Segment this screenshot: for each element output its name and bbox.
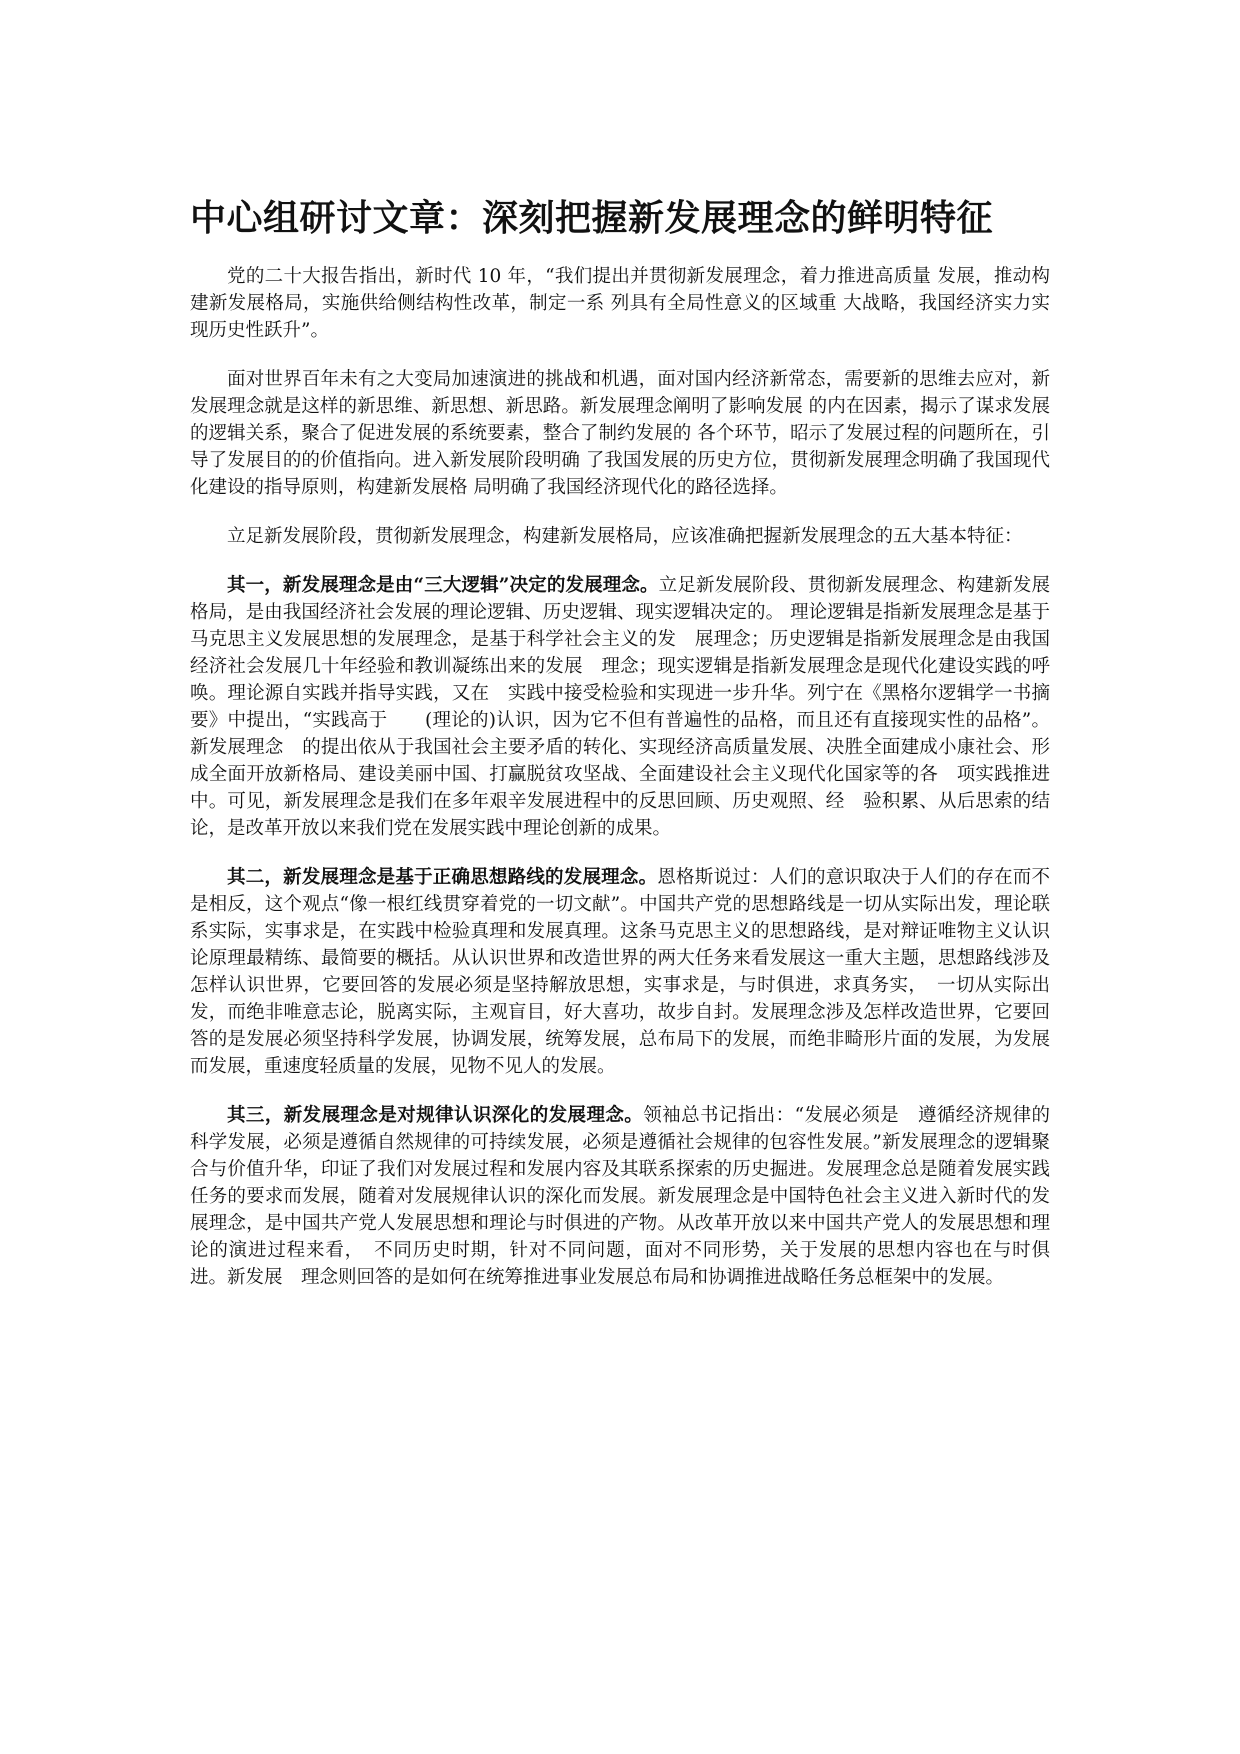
- paragraph-1: [190, 263, 1050, 344]
- paragraph-6: [190, 1102, 1050, 1291]
- paragraph-3: [190, 523, 1050, 550]
- paragraph-text: 面对世界百年未有之大变局加速演进的挑战和机遇，面对国内经济新常态，需要新的思维去应对，新发展理念就是这样的新思维、新思想、新思路。新发展理念阐明了影响发展 的内在因素，揭示了谋求发展的逻辑关系，聚合了促进发展的系统要素，整合了制约发展的 各个环节，昭示了发展过程的问题所在，引导了发展目的的价值指向。进入新发展阶段明确 了我国发展的历史方位，贯彻新发展理念明确了我国现代化建设的指导原则，构建新发展格 局明确了我国经济现代化的路径选择。: [190, 369, 1050, 498]
- paragraph-text: 恩格斯说过：人们的意识取决于人们的存在而不是相反，这个观点“像一根红线贯穿着党的一切文献”。中国共产党的思想路线是一切从实际出发，理论联系实际，实事求是，在实践中检验真理和发展真理。这条马克思主义的思想路线，是对辩证唯物主义认识论原理最精练、最简要的概括。从认识世界和改造世界的两大任务来看发展这一重大主题，思想路线涉及怎样认识世界，它要回答的发展必须是坚持解放思想，实事求是，与时俱进，求真务实， 一切从实际出发，而绝非唯意志论，脱离实际，主观盲目，好大喜功，故步自封。发展理念涉及怎样改造世界，它要回答的是发展必须坚持科学发展，协调发展，统筹发展，总布局下的发展，而绝非畸形片面的发展，为发展而发展，重速度轻质量的发展，见物不见人的发展。: [190, 867, 1050, 1077]
- document-page: [190, 195, 1069, 1313]
- paragraph-text: 立足新发展阶段，贯彻新发展理念，构建新发展格局，应该准确把握新发展理念的五大基本特征：: [227, 526, 1023, 547]
- paragraph-text: 党的二十大报告指出，新时代 10 年，“我们提出并贯彻新发展理念，着力推进高质量 发展，推动构建新发展格局，实施供给侧结构性改革，制定一系 列具有全局性意义的区域重 大战略，我国经济实力实现历史性跃升”。: [190, 266, 1050, 341]
- paragraph-text: 立足新发展阶段、贯彻新发展理念、构建新发展格局，是由我国经济社会发展的理论逻辑、历史逻辑、现实逻辑决定的。 理论逻辑是指新发展理念是基于马克思主义发展思想的发展理念，是基于科学社会主义的发 展理念；历史逻辑是指新发展理念是由我国经济社会发展几十年经验和教训凝练出来的发展 理念；现实逻辑是指新发展理念是现代化建设实践的呼唤。理论源自实践并指导实践，又在 实践中接受检验和实现进一步升华。列宁在《黑格尔逻辑学一书摘要》中提出，“实践高于 (理论的)认识，因为它不但有普遍性的品格，而且还有直接现实性的品格”。新发展理念 的提出依从于我国社会主要矛盾的转化、实现经济高质量发展、决胜全面建成小康社会、形 成全面开放新格局、建设美丽中国、打赢脱贫攻坚战、全面建设社会主义现代化国家等的各 项实践推进中。可见，新发展理念是我们在多年艰辛发展进程中的反思回顾、历史观照、经 验积累、从后思索的结论，是改革开放以来我们党在发展实践中理论创新的成果。: [190, 575, 1069, 839]
- paragraph-lead: 其二，新发展理念是基于正确思想路线的发展理念。: [227, 867, 658, 888]
- paragraph-5: [190, 864, 1050, 1080]
- paragraph-lead: 其三，新发展理念是对规律认识深化的发展理念。: [227, 1105, 644, 1126]
- paragraph-4: [190, 572, 1069, 842]
- document-title: 中心组研讨文章：深刻把握新发展理念的鲜明特征: [190, 198, 994, 239]
- paragraph-lead: 其一，新发展理念是由“三大逻辑”决定的发展理念。: [227, 575, 659, 596]
- paragraph-2: [190, 366, 1050, 501]
- paragraph-text: 领袖总书记指出：“发展必须是 遵循经济规律的科学发展，必须是遵循自然规律的可持续发展，必须是遵循社会规律的包容性发展。”新发展理念的逻辑聚合与价值升华，印证了我们对发展过程和发展内容及其联系探索的历史掘进。发展理念总是随着发展实践任务的要求而发展，随着对发展规律认识的深化而发展。新发展理念是中国特色社会主义进入新时代的发展理念，是中国共产党人发展思想和理论与时俱进的产物。从改革开放以来中国共产党人的发展思想和理论的演进过程来看， 不同历史时期，针对不同问题，面对不同形势，关于发展的思想内容也在与时俱进。新发展 理念则回答的是如何在统筹推进事业发展总布局和协调推进战略任务总框架中的发展。: [190, 1105, 1050, 1288]
